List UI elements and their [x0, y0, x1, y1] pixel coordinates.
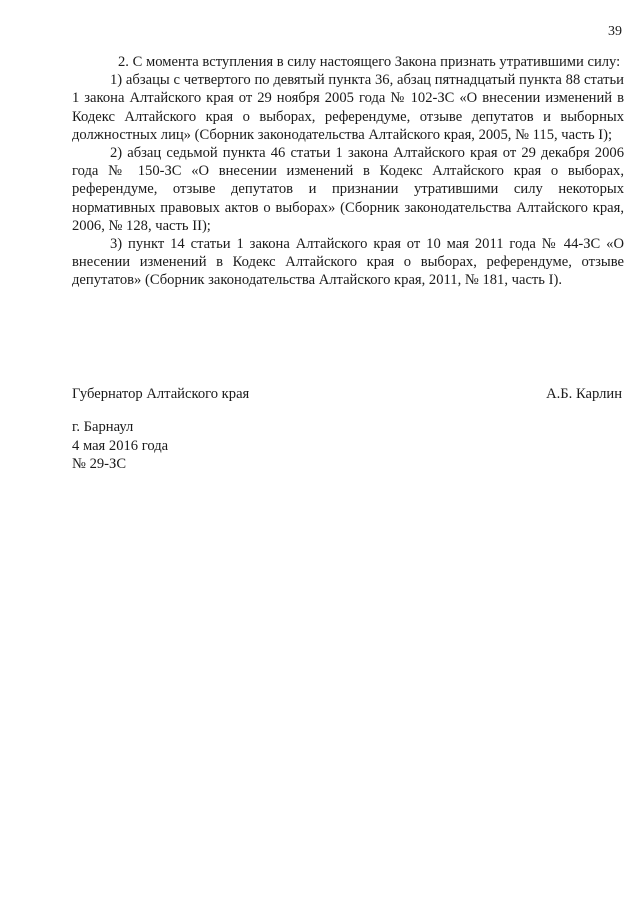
document-body	[72, 53, 624, 290]
date-of-signing: 4 мая 2016 года	[72, 437, 169, 454]
place-of-signing: г. Барнаул	[72, 419, 134, 435]
signature-block	[72, 385, 624, 403]
signatory-position: Губернатор Алтайского края	[72, 386, 250, 402]
repealed-item-1: 1) абзацы с четвертого по девятый пункта 36, абзац пятнадцатый пункта 88 статьи 1 закона Алтайского края от 29 ноября 2005 года № 102-ЗС «О внесении изменений в Кодекс Алтайского края о выборах, референдуме, отзыве депутатов и выборных должностных лиц» (Сборник законодательства Алтайского края, 2005, № 115, часть I);	[72, 72, 624, 143]
clause-2-paragraph: 2. С момента вступления в силу настоящего Закона признать утратившими силу:	[118, 54, 621, 70]
document-footer	[72, 418, 168, 474]
repealed-item-2: 2) абзац седьмой пункта 46 статьи 1 закона Алтайского края от 29 декабря 2006 года № 150-ЗС «О внесении изменений в Кодекс Алтайского края о выборах, референдуме, отзыве депутатов и признании утратившими силу некоторых нормативных правовых актов о выборах» (Сборник законодательства Алтайского края, 2006, № 128, часть II);	[72, 145, 624, 234]
page-number: 39	[608, 24, 622, 39]
repealed-item-3: 3) пункт 14 статьи 1 закона Алтайского края от 10 мая 2011 года № 44-ЗС «О внесении изменений в Кодекс Алтайского края о выборах, референдуме, отзыве депутатов» (Сборник законодательства Алтайского края, 2011, № 181, часть I).	[72, 236, 624, 289]
signatory-name: А.Б. Карлин	[546, 386, 622, 402]
law-number: № 29-ЗС	[72, 456, 127, 473]
